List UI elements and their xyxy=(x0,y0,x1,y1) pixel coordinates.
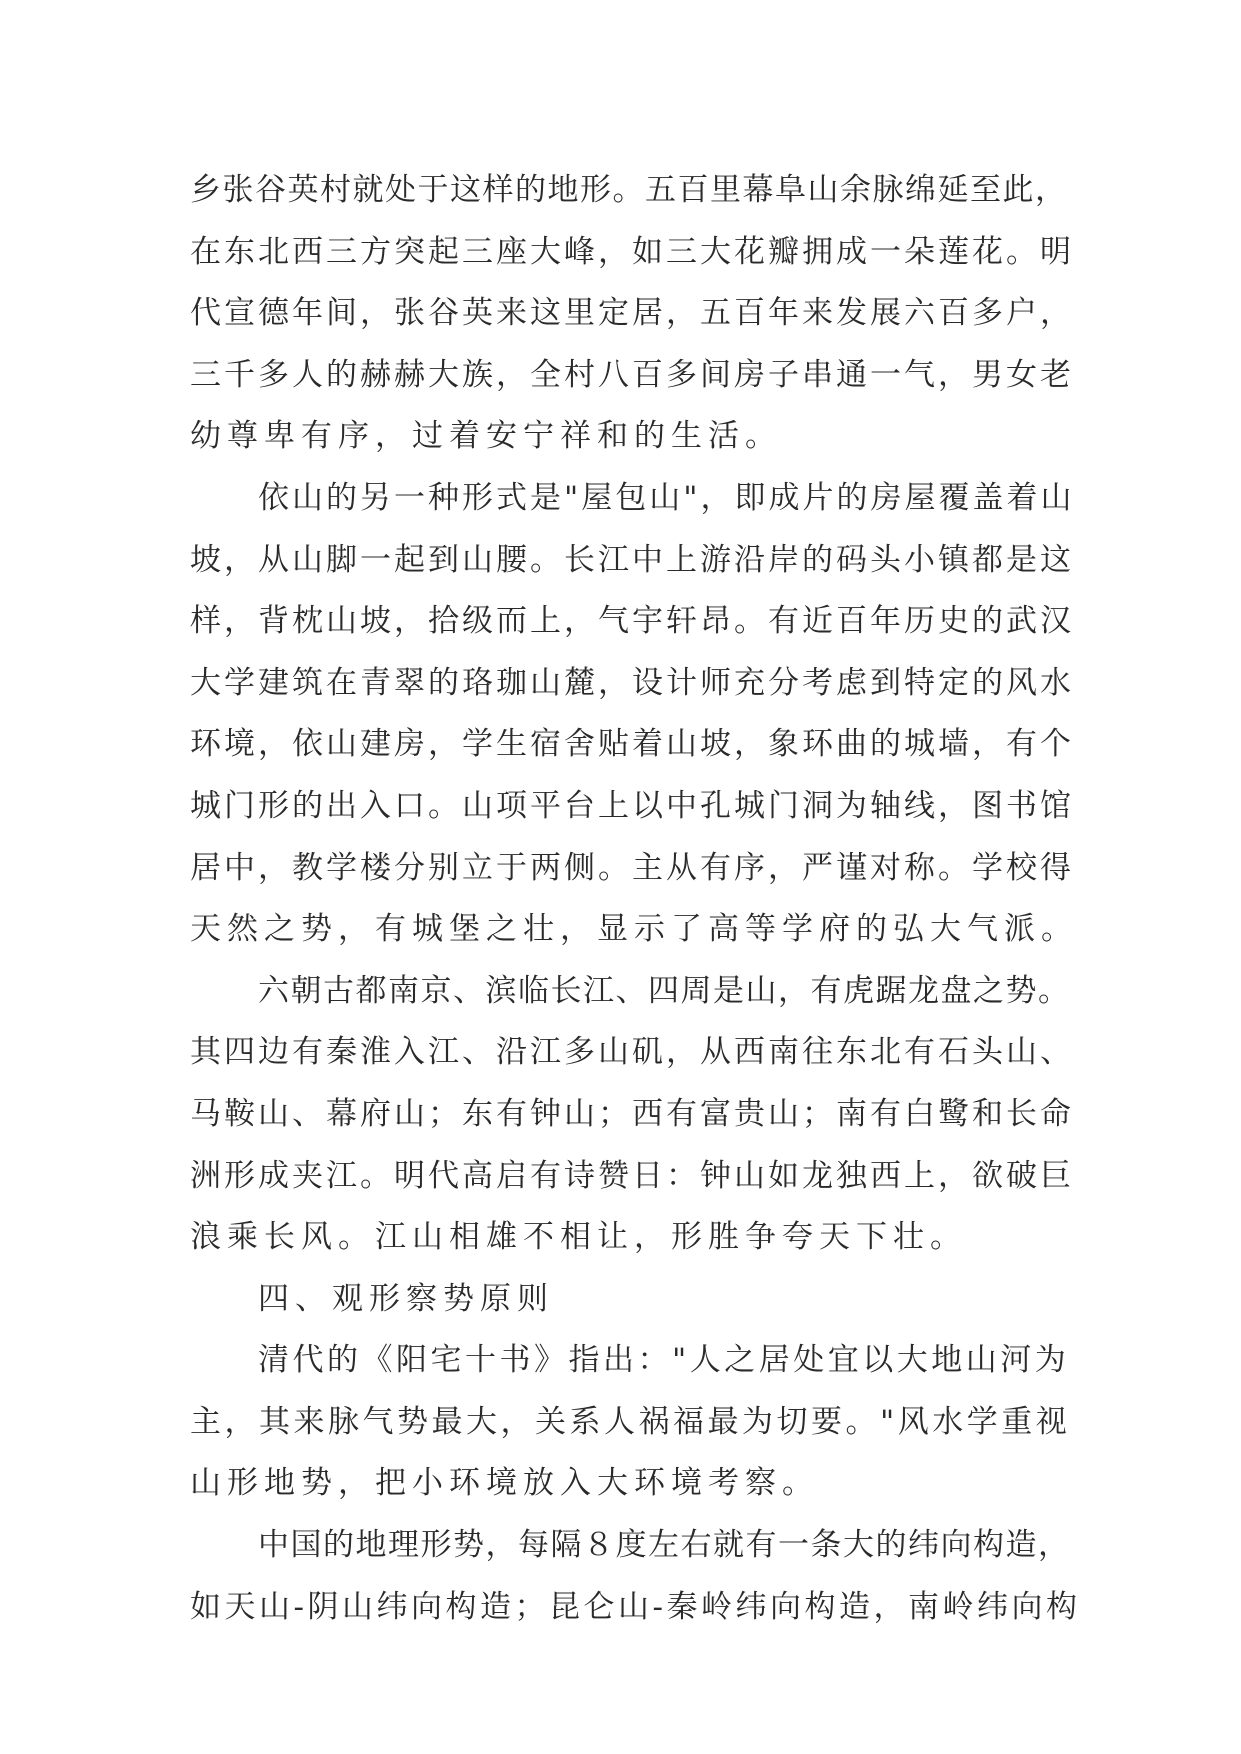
text-line: 依山的另一种形式是"屋包山"，即成片的房屋覆盖着山 xyxy=(258,479,1075,516)
text-line: 居中，教学楼分别立于两侧。主从有序，严谨对称。学校得 xyxy=(190,849,1074,886)
paragraph xyxy=(190,1330,1080,1515)
text-line: 马鞍山、幕府山；东有钟山；西有富贵山；南有白鹭和长命 xyxy=(190,1095,1074,1132)
text-line: 浪乘长风。江山相雄不相让，形胜争夸天下壮。 xyxy=(190,1219,967,1256)
text-line: 六朝古都南京、滨临长江、四周是山，有虎踞龙盘之势。 xyxy=(258,972,1071,1009)
section-heading xyxy=(190,1269,1080,1331)
text-line: 清代的《阳宅十书》指出："人之居处宜以大地山河为 xyxy=(258,1342,1070,1379)
text-line: 环境，依山建房，学生宿舍贴着山坡，象环曲的城墙，有个 xyxy=(190,726,1074,763)
text-line: 坡，从山脚一起到山腰。长江中上游沿岸的码头小镇都是这 xyxy=(190,541,1074,578)
heading-text: 四、观形察势原则 xyxy=(258,1280,554,1317)
text-line: 三千多人的赫赫大族，全村八百多间房子串通一气，男女老 xyxy=(190,356,1074,393)
text-line: 天然之势，有城堡之壮，显示了高等学府的弘大气派。 xyxy=(190,911,1078,948)
paragraph xyxy=(190,160,1080,468)
text-line: 幼尊卑有序，过着安宁祥和的生活。 xyxy=(190,418,782,455)
text-line: 乡张谷英村就处于这样的地形。五百里幕阜山余脉绵延至此， xyxy=(190,172,1068,208)
text-line: 洲形成夹江。明代高启有诗赞日：钟山如龙独西上，欲破巨 xyxy=(190,1157,1074,1194)
text-line: 城门形的出入口。山项平台上以中孔城门洞为轴线，图书馆 xyxy=(190,787,1074,824)
paragraph xyxy=(190,1515,1080,1638)
text-line: 代宣德年间，张谷英来这里定居，五百年来发展六百多户， xyxy=(190,295,1074,332)
paragraph xyxy=(190,961,1080,1269)
text-line: 如天山-阴山纬向构造；昆仑山-秦岭纬向构造，南岭纬向构 xyxy=(190,1588,1081,1625)
text-line: 样，背枕山坡，拾级而上，气宇轩昂。有近百年历史的武汉 xyxy=(190,603,1074,640)
text-line: 主，其来脉气势最大，关系人祸福最为切要。"风水学重视 xyxy=(190,1403,1071,1440)
text-line: 在东北西三方突起三座大峰，如三大花瓣拥成一朵莲花。明 xyxy=(190,233,1074,270)
paragraph xyxy=(190,468,1080,961)
text-line: 大学建筑在青翠的珞珈山麓，设计师充分考虑到特定的风水 xyxy=(190,664,1074,701)
text-line: 其四边有秦淮入江、沿江多山矶，从西南往东北有石头山、 xyxy=(190,1034,1074,1071)
text-line: 中国的地理形势，每隔８度左右就有一条大的纬向构造， xyxy=(258,1527,1071,1564)
document-page xyxy=(190,160,1080,1638)
text-line: 山形地势，把小环境放入大环境考察。 xyxy=(190,1465,819,1502)
